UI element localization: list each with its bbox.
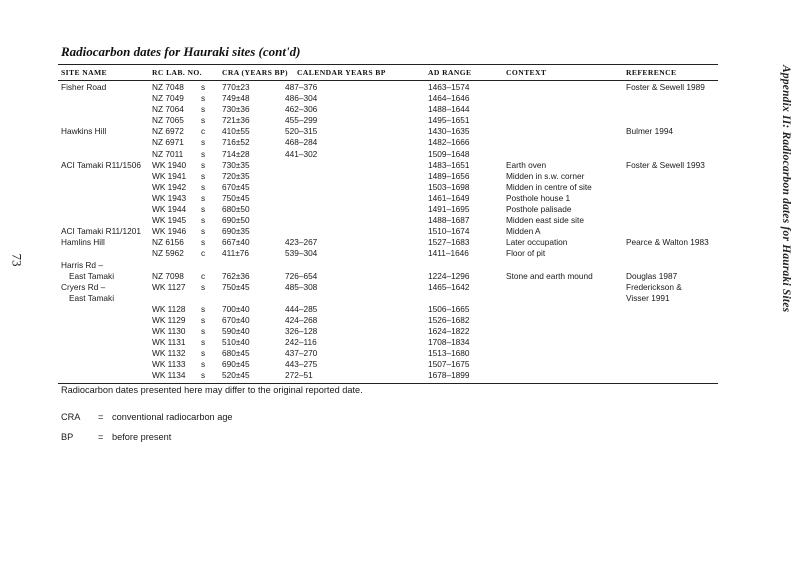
reference-cell: Bulmer 1994 bbox=[626, 126, 674, 137]
cra-cell: 667±40 bbox=[222, 237, 250, 248]
calendar-years-cell: 326–128 bbox=[285, 326, 318, 337]
lab-number-cell: WK 1130 bbox=[152, 326, 186, 337]
ad-range-cell: 1506–1665 bbox=[428, 303, 470, 314]
lab-number-cell: NZ 5962 bbox=[152, 248, 184, 259]
table-row bbox=[0, 370, 800, 381]
site-name-cell: Harris Rd – bbox=[61, 259, 103, 270]
lab-number-cell: WK 1133 bbox=[152, 359, 186, 370]
cra-cell: 690±35 bbox=[222, 226, 250, 237]
cra-cell: 700±40 bbox=[222, 303, 250, 314]
top-rule bbox=[58, 64, 718, 65]
sample-code-cell: s bbox=[201, 326, 206, 337]
definition-term: BP bbox=[61, 432, 74, 442]
context-cell: Midden in s.w. corner bbox=[506, 170, 585, 181]
ad-range-cell: 1463–1574 bbox=[428, 82, 470, 92]
lab-number-cell: NZ 7098 bbox=[152, 270, 184, 281]
lab-number-cell: NZ 6972 bbox=[152, 126, 184, 137]
sample-code-cell: s bbox=[201, 359, 206, 370]
table-row bbox=[0, 271, 800, 282]
sample-code-cell: s bbox=[201, 281, 206, 292]
ad-range-cell: 1482–1666 bbox=[428, 137, 470, 148]
cra-cell: 750±45 bbox=[222, 192, 250, 203]
table-row bbox=[0, 237, 800, 248]
calendar-years-cell: 444–285 bbox=[285, 303, 318, 314]
ad-range-cell: 1503–1698 bbox=[428, 181, 470, 192]
table-row bbox=[0, 337, 800, 348]
ad-range-cell: 1526–1682 bbox=[428, 314, 470, 325]
calendar-years-cell: 520–315 bbox=[285, 126, 318, 137]
ad-range-cell: 1513–1680 bbox=[428, 348, 470, 359]
lab-number-cell: WK 1945 bbox=[152, 215, 187, 226]
cra-cell: 762±36 bbox=[222, 270, 250, 281]
reference-cell: Frederickson & bbox=[626, 281, 682, 292]
table-row bbox=[0, 304, 800, 315]
table-row bbox=[0, 226, 800, 237]
context-cell: Later occupation bbox=[506, 237, 568, 248]
calendar-years-cell: 441–302 bbox=[285, 148, 318, 159]
reference-cell: Visser 1991 bbox=[626, 292, 670, 303]
header-rule bbox=[58, 80, 718, 81]
sample-code-cell: c bbox=[201, 126, 206, 137]
cra-cell: 680±50 bbox=[222, 204, 250, 215]
sample-code-cell: s bbox=[201, 370, 206, 381]
ad-range-cell: 1509–1648 bbox=[428, 148, 470, 159]
calendar-years-cell: 423–267 bbox=[285, 237, 318, 248]
calendar-years-cell: 726–654 bbox=[285, 270, 318, 281]
table-row bbox=[0, 193, 800, 204]
reference-cell: Foster & Sewell 1989 bbox=[626, 82, 705, 92]
table-row bbox=[0, 204, 800, 215]
lab-number-cell: NZ 6156 bbox=[152, 237, 184, 248]
page-number: 73 bbox=[9, 253, 25, 267]
sample-code-cell: c bbox=[201, 248, 206, 259]
ad-range-cell: 1488–1687 bbox=[428, 215, 470, 226]
lab-number-cell: NZ 6971 bbox=[152, 137, 184, 148]
sample-code-cell: s bbox=[201, 137, 206, 148]
lab-number-cell: NZ 7048 bbox=[152, 82, 184, 92]
calendar-years-cell: 437–270 bbox=[285, 348, 318, 359]
cra-cell: 411±76 bbox=[222, 248, 250, 259]
site-name-cell: Fisher Road bbox=[61, 82, 107, 92]
cra-cell: 730±36 bbox=[222, 104, 250, 115]
lab-number-cell: WK 1134 bbox=[152, 370, 186, 381]
bottom-rule bbox=[58, 383, 718, 384]
sample-code-cell: s bbox=[201, 148, 206, 159]
header-ad-range: AD RANGE bbox=[428, 68, 472, 77]
table-row bbox=[0, 260, 800, 271]
ad-range-cell: 1483–1651 bbox=[428, 159, 470, 170]
context-cell: Midden in centre of site bbox=[506, 181, 592, 192]
site-name-cell: ACI Tamaki R11/1506 bbox=[61, 159, 141, 170]
cra-cell: 716±52 bbox=[222, 137, 250, 148]
calendar-years-cell: 462–306 bbox=[285, 104, 318, 115]
context-cell: Midden east side site bbox=[506, 215, 584, 226]
cra-cell: 590±40 bbox=[222, 326, 250, 337]
context-cell: Midden A bbox=[506, 226, 541, 237]
sample-code-cell: s bbox=[201, 215, 206, 226]
reference-cell: Douglas 1987 bbox=[626, 270, 678, 281]
sample-code-cell: s bbox=[201, 348, 206, 359]
cra-cell: 750±45 bbox=[222, 281, 250, 292]
lab-number-cell: WK 1131 bbox=[152, 337, 186, 348]
lab-number-cell: WK 1128 bbox=[152, 303, 186, 314]
ad-range-cell: 1495–1651 bbox=[428, 115, 470, 126]
table-row bbox=[0, 160, 800, 171]
lab-number-cell: WK 1944 bbox=[152, 204, 187, 215]
sample-code-cell: s bbox=[201, 226, 206, 237]
calendar-years-cell: 272–51 bbox=[285, 370, 313, 381]
definition-text: before present bbox=[112, 432, 172, 442]
cra-cell: 670±45 bbox=[222, 181, 250, 192]
ad-range-cell: 1678–1899 bbox=[428, 370, 470, 381]
calendar-years-cell: 242–116 bbox=[285, 337, 317, 348]
lab-number-cell: WK 1940 bbox=[152, 159, 187, 170]
table-row bbox=[0, 326, 800, 337]
footnote: Radiocarbon dates presented here may differ to the original reported date. bbox=[61, 385, 363, 395]
calendar-years-cell: 539–304 bbox=[285, 248, 318, 259]
cra-cell: 714±28 bbox=[222, 148, 250, 159]
ad-range-cell: 1464–1646 bbox=[428, 93, 470, 104]
context-cell: Floor of pit bbox=[506, 248, 546, 259]
sample-code-cell: c bbox=[201, 270, 206, 281]
cra-cell: 520±45 bbox=[222, 370, 250, 381]
sample-code-cell: s bbox=[201, 104, 206, 115]
header-reference: REFERENCE bbox=[626, 68, 677, 77]
table-row bbox=[0, 248, 800, 259]
ad-range-cell: 1489–1656 bbox=[428, 170, 470, 181]
context-cell: Earth oven bbox=[506, 159, 547, 170]
calendar-years-cell: 485–308 bbox=[285, 281, 318, 292]
ad-range-cell: 1224–1296 bbox=[428, 270, 470, 281]
definition-text: conventional radiocarbon age bbox=[112, 412, 233, 422]
definition-equals: = bbox=[98, 412, 104, 422]
lab-number-cell: WK 1127 bbox=[152, 281, 186, 292]
sample-code-cell: s bbox=[201, 192, 206, 203]
cra-cell: 749±48 bbox=[222, 93, 250, 104]
site-name-cell: Hamlins Hill bbox=[61, 237, 105, 248]
header-lab-no: RC LAB. NO. bbox=[152, 68, 202, 77]
lab-number-cell: NZ 7064 bbox=[152, 104, 184, 115]
ad-range-cell: 1510–1674 bbox=[428, 226, 470, 237]
table-row bbox=[0, 282, 800, 293]
sample-code-cell: s bbox=[201, 303, 206, 314]
site-name-cell: ACI Tamaki R11/1201 bbox=[61, 226, 141, 237]
ad-range-cell: 1430–1635 bbox=[428, 126, 470, 137]
ad-range-cell: 1507–1675 bbox=[428, 359, 470, 370]
ad-range-cell: 1411–1646 bbox=[428, 248, 469, 259]
cra-cell: 510±40 bbox=[222, 337, 250, 348]
calendar-years-cell: 468–284 bbox=[285, 137, 318, 148]
table-row bbox=[0, 137, 800, 148]
lab-number-cell: NZ 7065 bbox=[152, 115, 184, 126]
ad-range-cell: 1624–1822 bbox=[428, 326, 470, 337]
site-name-cell: East Tamaki bbox=[69, 270, 115, 281]
lab-number-cell: WK 1946 bbox=[152, 226, 187, 237]
table-row bbox=[0, 93, 800, 104]
cra-cell: 730±35 bbox=[222, 159, 250, 170]
calendar-years-cell: 443–275 bbox=[285, 359, 318, 370]
ad-range-cell: 1527–1683 bbox=[428, 237, 470, 248]
cra-cell: 670±40 bbox=[222, 314, 250, 325]
table-row bbox=[0, 82, 800, 93]
table-row bbox=[0, 182, 800, 193]
table-body bbox=[0, 82, 800, 382]
lab-number-cell: WK 1941 bbox=[152, 170, 187, 181]
running-title-text: Radiocarbon dates for Hauraki Sites bbox=[780, 131, 792, 313]
sample-code-cell: s bbox=[201, 314, 206, 325]
table-row bbox=[0, 104, 800, 115]
table-caption: Radiocarbon dates for Hauraki sites (cont'd) bbox=[61, 44, 301, 59]
reference-cell: Foster & Sewell 1993 bbox=[626, 159, 705, 170]
calendar-years-cell: 487–376 bbox=[285, 82, 318, 92]
calendar-years-cell: 455–299 bbox=[285, 115, 318, 126]
lab-number-cell: WK 1942 bbox=[152, 181, 187, 192]
header-calendar: CALENDAR YEARS BP bbox=[297, 68, 386, 77]
ad-range-cell: 1461–1649 bbox=[428, 192, 470, 203]
sample-code-cell: s bbox=[201, 115, 206, 126]
lab-number-cell: WK 1129 bbox=[152, 314, 186, 325]
cra-cell: 721±36 bbox=[222, 115, 250, 126]
table-row bbox=[0, 359, 800, 370]
table-row bbox=[0, 293, 800, 304]
ad-range-cell: 1491–1695 bbox=[428, 204, 470, 215]
sample-code-cell: s bbox=[201, 93, 206, 104]
lab-number-cell: WK 1132 bbox=[152, 348, 186, 359]
table-row bbox=[0, 149, 800, 160]
definition-term: CRA bbox=[61, 412, 81, 422]
cra-cell: 770±23 bbox=[222, 82, 250, 92]
sample-code-cell: s bbox=[201, 82, 206, 92]
sample-code-cell: s bbox=[201, 159, 206, 170]
header-site-name: SITE NAME bbox=[61, 68, 108, 77]
site-name-cell: Hawkins Hill bbox=[61, 126, 107, 137]
running-title-prefix: Appendix II: bbox=[780, 65, 792, 129]
context-cell: Posthole house 1 bbox=[506, 192, 571, 203]
context-cell: Posthole palisade bbox=[506, 204, 572, 215]
cra-cell: 690±45 bbox=[222, 359, 250, 370]
sample-code-cell: s bbox=[201, 170, 206, 181]
table-row bbox=[0, 171, 800, 182]
table-row bbox=[0, 126, 800, 137]
table-row bbox=[0, 215, 800, 226]
reference-cell: Pearce & Walton 1983 bbox=[626, 237, 709, 248]
calendar-years-cell: 486–304 bbox=[285, 93, 318, 104]
header-context: CONTEXT bbox=[506, 68, 547, 77]
ad-range-cell: 1708–1834 bbox=[428, 337, 470, 348]
table-row bbox=[0, 115, 800, 126]
sample-code-cell: s bbox=[201, 204, 206, 215]
ad-range-cell: 1465–1642 bbox=[428, 281, 470, 292]
cra-cell: 680±45 bbox=[222, 348, 250, 359]
site-name-cell: East Tamaki bbox=[69, 292, 115, 303]
cra-cell: 410±55 bbox=[222, 126, 250, 137]
context-cell: Stone and earth mound bbox=[506, 270, 593, 281]
lab-number-cell: WK 1943 bbox=[152, 192, 187, 203]
sample-code-cell: s bbox=[201, 181, 206, 192]
ad-range-cell: 1488–1644 bbox=[428, 104, 470, 115]
sample-code-cell: s bbox=[201, 337, 206, 348]
calendar-years-cell: 424–268 bbox=[285, 314, 318, 325]
lab-number-cell: NZ 7049 bbox=[152, 93, 184, 104]
header-cra: CRA (YEARS BP) bbox=[222, 68, 288, 77]
definition-equals: = bbox=[98, 432, 104, 442]
cra-cell: 720±35 bbox=[222, 170, 250, 181]
site-name-cell: Cryers Rd – bbox=[61, 281, 106, 292]
table-row bbox=[0, 315, 800, 326]
sample-code-cell: s bbox=[201, 237, 206, 248]
lab-number-cell: NZ 7011 bbox=[152, 148, 184, 159]
cra-cell: 690±50 bbox=[222, 215, 250, 226]
table-row bbox=[0, 348, 800, 359]
